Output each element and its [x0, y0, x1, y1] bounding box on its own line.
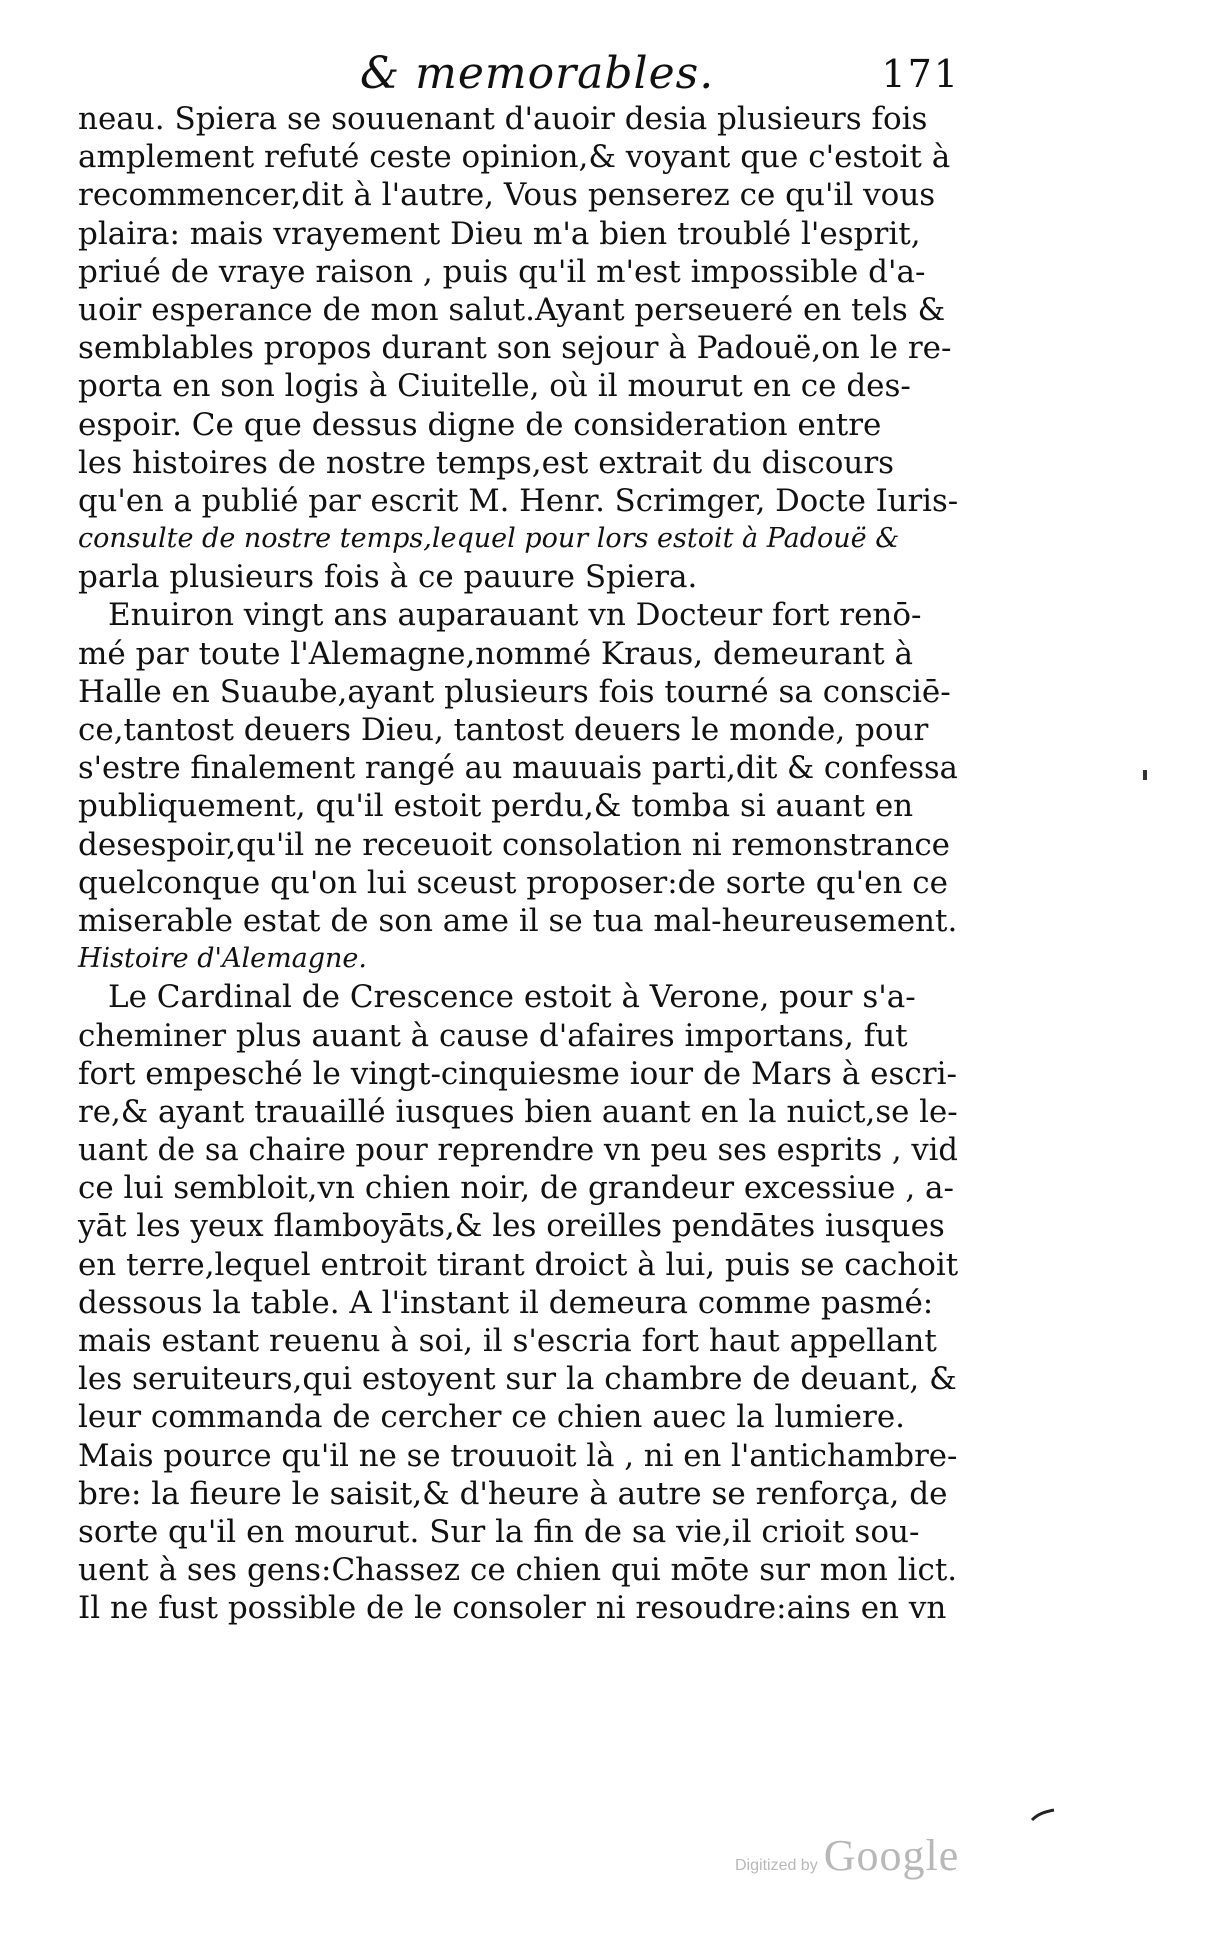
text-line: miserable estat de son ame il se tua mal-heureusement.: [78, 902, 958, 939]
text-line: cheminer plus auant à cause d'afaires importans, fut: [78, 1017, 908, 1054]
text-line: priué de vraye raison , puis qu'il m'est impossible d'a-: [78, 253, 926, 290]
text-line: ce lui sembloit,vn chien noir, de grandeur excessiue , a-: [78, 1170, 954, 1207]
text-line: quelconque qu'on lui sceust proposer:de sorte qu'en ce: [78, 864, 948, 901]
text-line: uent à ses gens:Chassez ce chien qui mōte sur mon lict.: [78, 1552, 958, 1589]
text-line: plaira: mais vrayement Dieu m'a bien troublé l'esprit,: [78, 215, 921, 252]
text-line: mé par toute l'Alemagne,nommé Kraus, demeurant à: [78, 635, 913, 672]
body-text: [78, 100, 958, 1628]
text-line: porta en son logis à Ciuitelle, où il mourut en ce des-: [78, 368, 911, 405]
text-line: uoir esperance de mon salut.Ayant perseueré en tels &: [78, 291, 946, 328]
digitized-watermark: [735, 1830, 959, 1880]
text-line: fort empesché le vingt-cinquiesme iour de Mars à escri-: [78, 1055, 957, 1092]
text-line: dessous la table. A l'instant il demeura comme pasmé:: [78, 1284, 934, 1321]
text-line: s'estre finalement rangé au mauuais parti,dit & confessa: [78, 750, 958, 787]
text-line: parla plusieurs fois à ce pauure Spiera.: [78, 559, 698, 596]
margin-mark: [1143, 770, 1147, 780]
paragraph-start: Enuiron vingt ans auparauant vn Docteur fort renō-: [108, 597, 922, 634]
text-line: semblables propos durant son sejour à Padouë,on le re-: [78, 330, 952, 367]
text-line: leur commanda de cercher ce chien auec la lumiere.: [78, 1399, 906, 1436]
text-line: desespoir,qu'il ne receuoit consolation ni remonstrance: [78, 826, 951, 863]
watermark-prefix: Digitized by: [735, 1857, 818, 1874]
page-number: 171: [881, 52, 960, 96]
text-line: bre: la fieure le saisit,& d'heure à autre se renforça, de: [78, 1475, 948, 1512]
paragraph-start: Le Cardinal de Crescence estoit à Verone, pour s'a-: [108, 979, 916, 1016]
text-line: les seruiteurs,qui estoyent sur la chambre de deuant, &: [78, 1361, 957, 1398]
text-line: consulte de nostre temps,lequel pour lors estoit à Padouë &: [78, 523, 900, 555]
text-line: re,& ayant trauaillé iusques bien auant en la nuict,se le-: [78, 1093, 958, 1130]
text-line: sorte qu'il en mourut. Sur la fin de sa vie,il crioit sou-: [78, 1513, 920, 1550]
text-line: uant de sa chaire pour reprendre vn peu ses esprits , vid: [78, 1132, 958, 1169]
text-line: qu'en a publié par escrit M. Henr. Scrimger, Docte Iuris-: [78, 482, 959, 519]
text-line: espoir. Ce que dessus digne de consideration entre: [78, 406, 882, 443]
text-line: amplement refuté ceste opinion,& voyant que c'estoit à: [78, 139, 951, 176]
text-line: neau. Spiera se souuenant d'auoir desia plusieurs fois: [78, 101, 928, 137]
text-line: Halle en Suaube,ayant plusieurs fois tourné sa consciē-: [78, 673, 951, 710]
text-line: ce,tantost deuers Dieu, tantost deuers le monde, pour: [78, 712, 929, 748]
google-logo: Google: [823, 1831, 960, 1880]
text-line: Mais pource qu'il ne se trouuoit là , ni en l'antichambre-: [78, 1437, 958, 1474]
running-title: & memorables.: [360, 48, 715, 99]
text-line: les histoires de nostre temps,est extrait du discours: [78, 444, 895, 481]
text-line: Il ne fust possible de le consoler ni resoudre:ains en vn: [78, 1590, 947, 1627]
text-line: yāt les yeux flamboyāts,& les oreilles pendātes iusques: [78, 1208, 945, 1245]
page-header: [360, 48, 960, 108]
ink-mark-icon: [1030, 1808, 1056, 1822]
text-line: publiquement, qu'il estoit perdu,& tomba si auant en: [78, 788, 914, 825]
text-line: en terre,lequel entroit tirant droict à lui, puis se cachoit: [78, 1246, 959, 1283]
source-citation: Histoire d'Alemagne.: [78, 943, 367, 975]
text-line: recommencer,dit à l'autre, Vous penserez ce qu'il vous: [78, 177, 936, 214]
text-line: mais estant reuenu à soi, il s'escria fort haut appellant: [78, 1323, 937, 1359]
